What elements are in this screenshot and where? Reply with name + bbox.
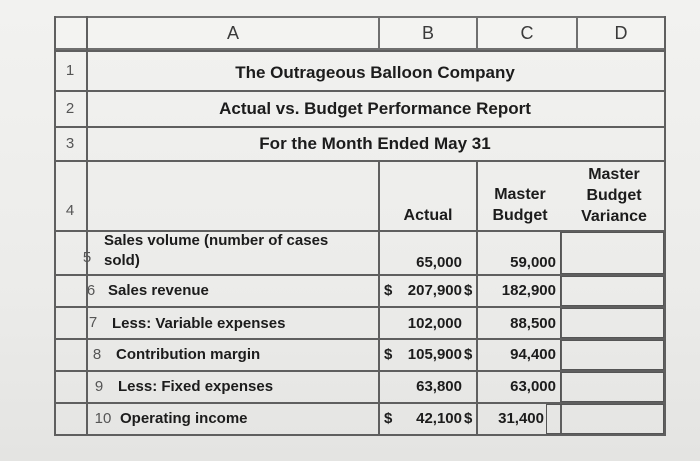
sales-revenue-budget[interactable]: 182,900: [501, 282, 556, 299]
contribution-margin-label: Contribution margin: [116, 346, 261, 363]
column-header-c-label: C: [520, 22, 534, 43]
period-title: For the Month Ended May 31: [259, 134, 491, 153]
row-header-10[interactable]: 10: [94, 409, 112, 427]
sales-revenue-budget-currency: $: [464, 282, 473, 299]
variance-heading-line1: Master: [588, 166, 640, 183]
column-header-a[interactable]: [86, 16, 378, 50]
contribution-margin-budget-currency: $: [464, 346, 473, 363]
row-header-7[interactable]: 7: [88, 313, 98, 331]
column-header-d[interactable]: [576, 16, 666, 50]
operating-income-budget[interactable]: 31,400: [498, 410, 544, 427]
report-title: Actual vs. Budget Performance Report: [219, 99, 531, 118]
grid-line: [54, 90, 666, 92]
sales-revenue-label: Sales revenue: [108, 282, 209, 299]
variable-expenses-label: Less: Variable expenses: [112, 315, 286, 332]
sales-volume-label-line2: sold): [104, 252, 140, 269]
sales-revenue-variance-input[interactable]: [560, 276, 664, 306]
operating-income-actual[interactable]: 42,100: [416, 410, 462, 427]
grid-line: [54, 50, 666, 52]
contribution-margin-variance-input[interactable]: [560, 340, 664, 370]
company-title: The Outrageous Balloon Company: [235, 63, 515, 82]
actual-heading: Actual: [403, 207, 453, 224]
row-header-9[interactable]: 9: [94, 377, 104, 395]
column-header-d-label: D: [614, 22, 628, 43]
contribution-margin-actual-currency: $: [384, 346, 393, 363]
operating-income-label: Operating income: [120, 410, 248, 427]
variance-heading-line3: Variance: [581, 208, 647, 225]
row-header-8[interactable]: 8: [92, 345, 102, 363]
sales-revenue-actual[interactable]: 207,900: [407, 282, 462, 299]
grid-line: [476, 160, 478, 436]
select-all-corner[interactable]: [54, 16, 86, 50]
contribution-margin-budget[interactable]: 94,400: [510, 346, 556, 363]
master-budget-heading-line1: Master: [494, 186, 546, 203]
master-budget-heading-line2: Budget: [492, 207, 548, 224]
sales-revenue-actual-currency: $: [384, 282, 393, 299]
contribution-margin-actual[interactable]: 105,900: [407, 346, 462, 363]
grid-line: [54, 126, 666, 128]
fixed-expenses-budget[interactable]: 63,000: [510, 378, 556, 395]
grid-line: [54, 160, 666, 162]
variable-expenses-budget[interactable]: 88,500: [510, 315, 556, 332]
sales-volume-variance-input[interactable]: [560, 232, 664, 274]
operating-income-actual-currency: $: [384, 410, 393, 427]
row-header-6[interactable]: 6: [86, 281, 96, 299]
column-header-c[interactable]: [476, 16, 576, 50]
operating-income-budget-currency: $: [464, 410, 473, 427]
row-header-4[interactable]: 4: [65, 201, 75, 219]
fixed-expenses-actual[interactable]: 63,800: [416, 378, 462, 395]
variance-heading-line2: Budget: [586, 187, 642, 204]
grid-line: [378, 160, 380, 436]
sales-volume-budget[interactable]: 59,000: [510, 254, 556, 271]
grid-line: [54, 434, 666, 436]
variable-expenses-actual[interactable]: 102,000: [407, 315, 462, 332]
sales-volume-label-line1: Sales volume (number of cases: [104, 232, 329, 249]
row-header-1[interactable]: 1: [65, 61, 75, 79]
fixed-expenses-variance-input[interactable]: [560, 372, 664, 402]
grid-line: [664, 16, 666, 436]
variable-expenses-variance-input[interactable]: [560, 308, 664, 338]
fixed-expenses-label: Less: Fixed expenses: [118, 378, 274, 395]
row-header-5[interactable]: 5: [82, 248, 92, 266]
row-header-2[interactable]: 2: [65, 99, 75, 117]
sales-volume-actual[interactable]: 65,000: [416, 254, 462, 271]
row-header-3[interactable]: 3: [65, 134, 75, 152]
column-header-b-label: B: [421, 22, 434, 43]
operating-income-variance-input[interactable]: [546, 404, 664, 434]
column-header-a-label: A: [226, 22, 239, 43]
column-header-b[interactable]: [378, 16, 476, 50]
